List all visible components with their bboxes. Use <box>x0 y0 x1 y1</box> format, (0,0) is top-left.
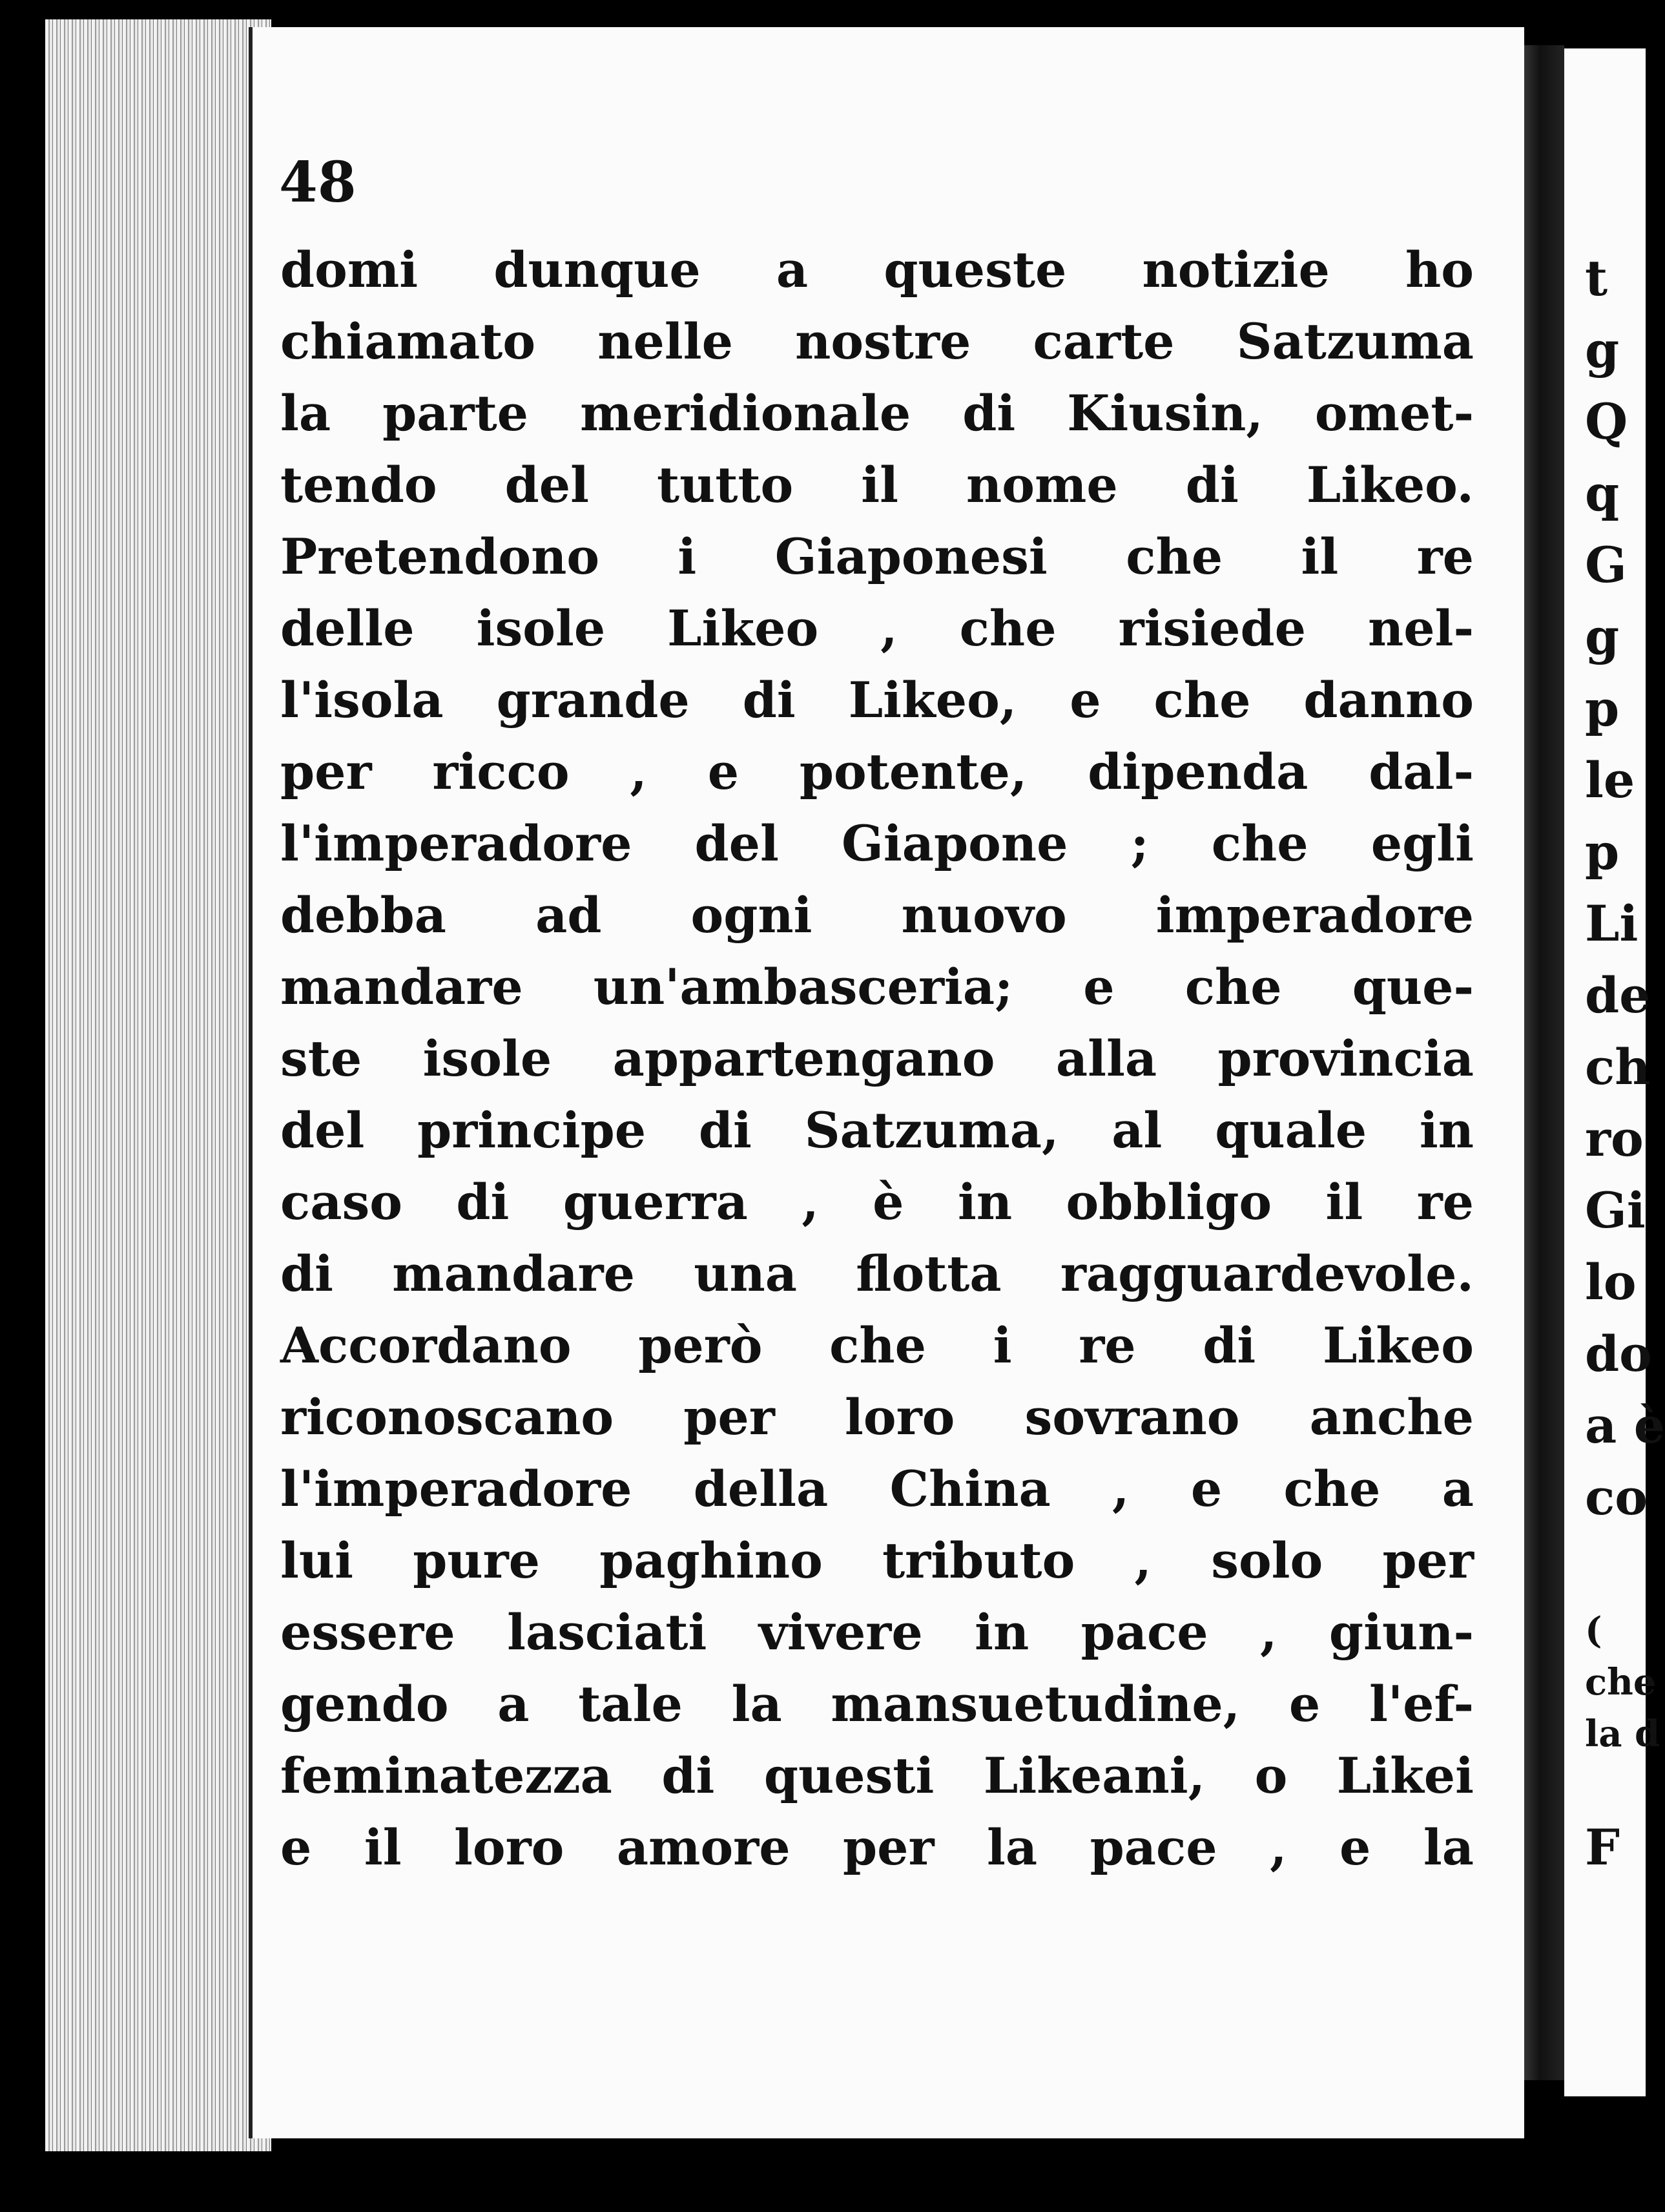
text-line: co <box>1585 1468 1648 1526</box>
text-line: Q <box>1585 393 1628 450</box>
text-line: g <box>1585 321 1620 379</box>
text-line: g <box>1585 608 1620 665</box>
text-line: tendo del tutto il nome di Likeo. <box>280 456 1474 514</box>
text-line: p <box>1585 823 1620 881</box>
text-line: ste isole appartengano alla provincia <box>280 1030 1474 1087</box>
text-line: a è <box>1585 1397 1665 1454</box>
text-line: le <box>1585 751 1635 809</box>
text-line: feminatezza di questi Likeani, o Likei <box>280 1747 1474 1804</box>
text-line: G <box>1585 536 1627 594</box>
text-line: di mandare una flotta ragguardevole. <box>280 1245 1474 1302</box>
page-number: 48 <box>279 150 357 215</box>
footnote-line <box>1585 1760 1665 1811</box>
footnote-line: ( <box>1585 1609 1602 1652</box>
text-line: la parte meridionale di Kiusin, omet- <box>280 384 1474 442</box>
text-line: chiamato nelle nostre carte Satzuma <box>280 313 1474 370</box>
footnote-line: la d <box>1585 1713 1660 1755</box>
book-page-edges <box>45 19 271 2151</box>
book-gutter <box>1524 45 1564 2080</box>
footnote-line: che <box>1585 1661 1657 1704</box>
text-line: de <box>1585 966 1651 1024</box>
text-line: q <box>1585 464 1620 522</box>
text-line: riconoscano per loro sovrano anche <box>280 1388 1474 1446</box>
text-line <box>1585 1533 1665 1605</box>
text-line: mandare un'ambasceria; e che que- <box>280 958 1474 1016</box>
text-line: delle isole Likeo , che risiede nel- <box>280 600 1474 657</box>
text-line: domi dunque a queste notizie ho <box>280 241 1474 298</box>
text-line: t <box>1585 249 1608 307</box>
text-line: do <box>1585 1325 1652 1382</box>
right-page-fragment <box>1564 48 1665 2096</box>
text-line: ch <box>1585 1038 1651 1096</box>
text-line: del principe di Satzuma, al quale in <box>280 1101 1474 1159</box>
body-text <box>280 234 1474 1883</box>
right-page-text <box>1585 242 1665 1883</box>
text-line: Gi <box>1585 1182 1646 1239</box>
text-line: Li <box>1585 895 1639 952</box>
text-line: F <box>1585 1819 1620 1876</box>
text-line: debba ad ogni nuovo imperadore <box>280 886 1474 944</box>
text-line: lo <box>1585 1253 1637 1311</box>
text-line: e il loro amore per la pace , e la <box>280 1819 1474 1876</box>
text-line: per ricco , e potente, dipenda dal- <box>280 743 1474 800</box>
text-line: l'isola grande di Likeo, e che danno <box>280 671 1474 729</box>
text-line: ro <box>1585 1110 1644 1167</box>
text-line: lui pure paghino tributo , solo per <box>280 1532 1474 1589</box>
text-line: l'imperadore della China , e che a <box>280 1460 1474 1518</box>
text-line: l'imperadore del Giapone ; che egli <box>280 815 1474 872</box>
text-line: Pretendono i Giaponesi che il re <box>280 528 1474 585</box>
text-line: essere lasciati vivere in pace , giun- <box>280 1603 1474 1661</box>
text-line: caso di guerra , è in obbligo il re <box>280 1173 1474 1231</box>
text-line: gendo a tale la mansuetudine, e l'ef- <box>280 1675 1474 1733</box>
text-line: p <box>1585 680 1620 737</box>
text-line: Accordano però che i re di Likeo <box>280 1317 1474 1374</box>
